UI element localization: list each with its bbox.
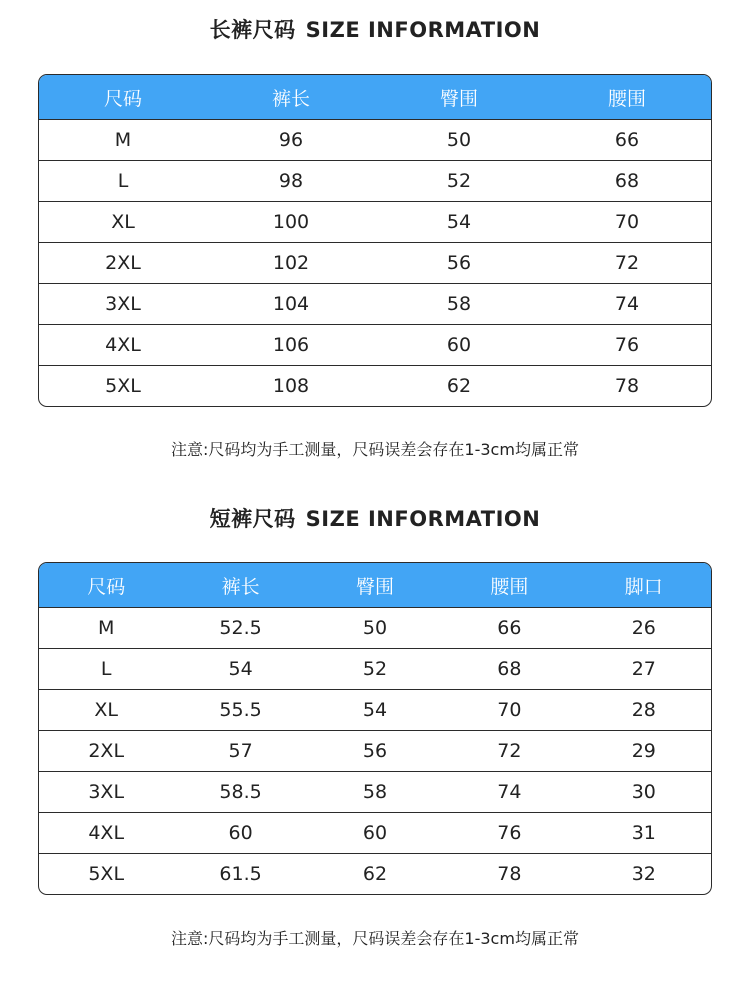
length-cell: 102 (207, 243, 375, 284)
hip-cell: 54 (375, 202, 543, 243)
table-row (39, 608, 711, 649)
waist-cell: 76 (442, 813, 576, 854)
hip-cell: 58 (375, 284, 543, 325)
length-cell: 54 (173, 649, 307, 690)
length-cell: 60 (173, 813, 307, 854)
table-row (39, 202, 711, 243)
hip-cell: 60 (308, 813, 442, 854)
table-row (39, 690, 711, 731)
length-cell: 58.5 (173, 772, 307, 813)
waist-cell: 70 (442, 690, 576, 731)
hip-cell: 50 (308, 608, 442, 649)
table-header-row (39, 563, 711, 608)
size-cell: 5XL (105, 375, 141, 397)
length-cell: 55.5 (173, 690, 307, 731)
hip-cell: 60 (375, 325, 543, 366)
waist-cell: 76 (543, 325, 711, 366)
hip-cell: 62 (446, 375, 472, 397)
waist-cell: 66 (442, 608, 576, 649)
hip-cell: 54 (308, 690, 442, 731)
waist-cell: 74 (442, 772, 576, 813)
waist-cell: 78 (614, 375, 640, 397)
waist-cell: 78 (497, 863, 522, 885)
hip-cell: 56 (308, 731, 442, 772)
hem-cell: 26 (577, 608, 711, 649)
table-row (39, 161, 711, 202)
header-cell: 脚口 (577, 563, 711, 608)
hem-cell: 27 (577, 649, 711, 690)
hem-cell: 30 (577, 772, 711, 813)
hip-cell: 56 (375, 243, 543, 284)
hem-cell: 32 (631, 863, 656, 885)
length-cell: 96 (207, 120, 375, 161)
hip-cell: 52 (375, 161, 543, 202)
hem-cell: 29 (577, 731, 711, 772)
size-cell: 3XL (39, 284, 207, 325)
size-cell: L (39, 649, 173, 690)
shorts-note: 注意:尺码均为手工测量，尺码误差会存在1-3cm均属正常 (171, 929, 579, 948)
header-cell: 臀围 (308, 563, 442, 608)
header-cell: 尺码 (39, 75, 207, 120)
table-row (39, 243, 711, 284)
waist-cell: 66 (543, 120, 711, 161)
table-row (39, 854, 711, 894)
shorts-title-cn: 短裤尺码 (209, 507, 296, 531)
size-cell: 4XL (39, 813, 173, 854)
size-cell: XL (39, 690, 173, 731)
waist-cell: 70 (543, 202, 711, 243)
size-cell: M (39, 120, 207, 161)
length-cell: 104 (207, 284, 375, 325)
long-pants-title (0, 14, 750, 44)
shorts-title-en: SIZE INFORMATION (305, 507, 541, 531)
long-pants-note: 注意:尺码均为手工测量，尺码误差会存在1-3cm均属正常 (171, 440, 579, 459)
size-cell: 4XL (39, 325, 207, 366)
header-cell: 臀围 (375, 75, 543, 120)
table-row (39, 649, 711, 690)
length-cell: 98 (207, 161, 375, 202)
length-cell: 100 (207, 202, 375, 243)
table-row (39, 325, 711, 366)
header-cell: 腰围 (543, 75, 711, 120)
length-cell: 52.5 (173, 608, 307, 649)
size-cell: 5XL (88, 863, 125, 885)
table-row (39, 772, 711, 813)
table-row (39, 284, 711, 325)
header-cell: 裤长 (207, 75, 375, 120)
hip-cell: 52 (308, 649, 442, 690)
size-cell: L (39, 161, 207, 202)
table-row (39, 366, 711, 406)
size-cell: 2XL (39, 731, 173, 772)
long-pants-title-cn: 长裤尺码 (209, 18, 296, 42)
waist-cell: 68 (442, 649, 576, 690)
long-pants-title-en: SIZE INFORMATION (305, 18, 541, 42)
hem-cell: 31 (577, 813, 711, 854)
header-cell: 尺码 (39, 563, 173, 608)
waist-cell: 72 (442, 731, 576, 772)
waist-cell: 68 (543, 161, 711, 202)
length-cell: 57 (173, 731, 307, 772)
length-cell: 61.5 (219, 863, 262, 885)
size-cell: 3XL (39, 772, 173, 813)
size-cell: XL (39, 202, 207, 243)
waist-cell: 74 (543, 284, 711, 325)
shorts-title (0, 503, 750, 533)
table-row (39, 120, 711, 161)
length-cell: 108 (272, 375, 310, 397)
hip-cell: 62 (362, 863, 388, 885)
long-pants-size-table (38, 74, 712, 407)
size-cell: M (39, 608, 173, 649)
table-row (39, 813, 711, 854)
table-header-row (39, 75, 711, 120)
size-cell: 2XL (39, 243, 207, 284)
hip-cell: 50 (375, 120, 543, 161)
length-cell: 106 (207, 325, 375, 366)
table-row (39, 731, 711, 772)
header-cell: 腰围 (442, 563, 576, 608)
shorts-size-table (38, 562, 712, 895)
waist-cell: 72 (543, 243, 711, 284)
header-cell: 裤长 (173, 563, 307, 608)
hip-cell: 58 (308, 772, 442, 813)
hem-cell: 28 (577, 690, 711, 731)
